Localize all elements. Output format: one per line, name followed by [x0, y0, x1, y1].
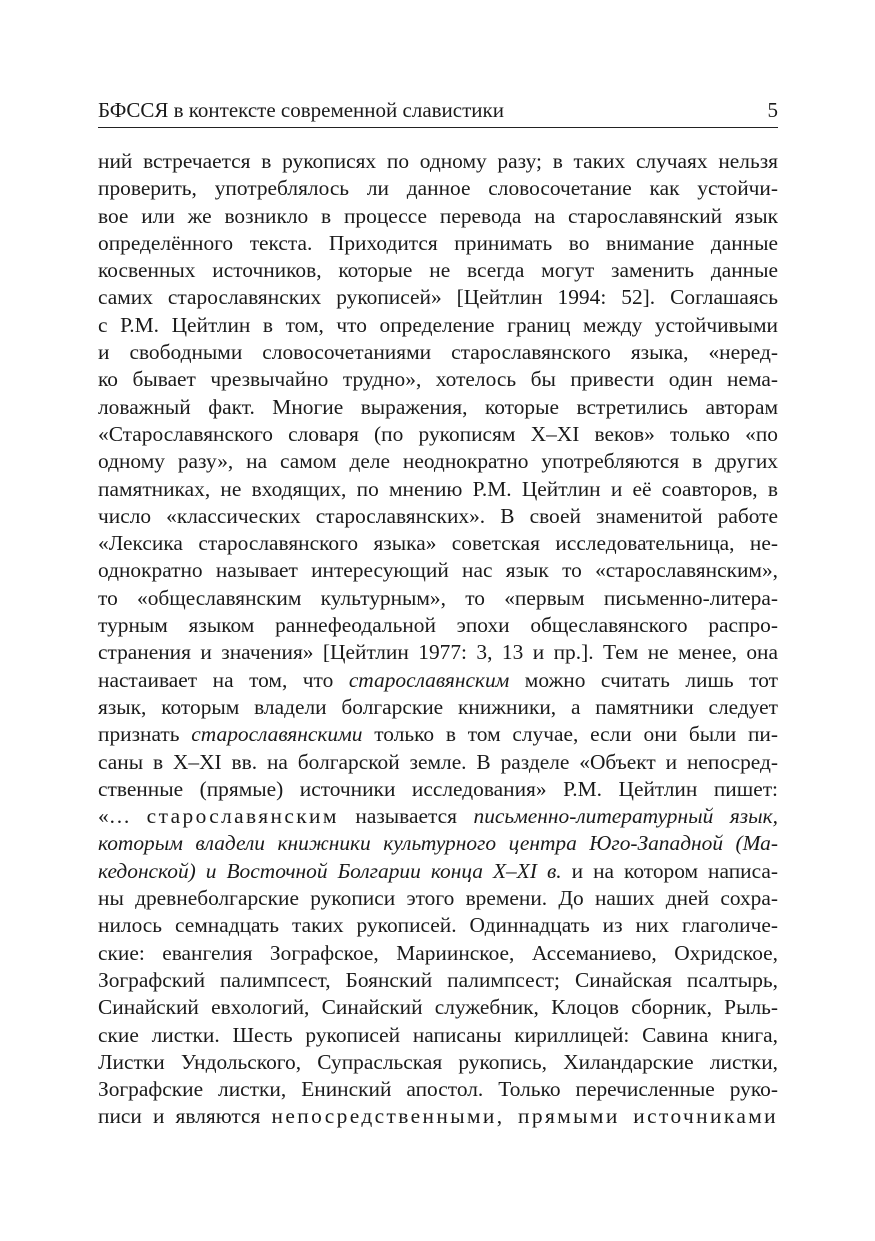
text-segment: ственные (прямые) источники исследования» Р.М. Цейтлин пишет: [98, 776, 778, 801]
text-line [98, 503, 778, 530]
text-line [98, 721, 778, 748]
text-line [98, 312, 778, 339]
text-line [98, 749, 778, 776]
text-segment: одному разу», на самом деле неоднократно употребляются в других [98, 449, 778, 474]
text-segment: ний встречается в рукописях по одному разу; в таких случаях нельзя [98, 149, 778, 173]
page-header [98, 97, 778, 128]
italic-text: которым владели книжники культурного центра Юго-Западной (Ма- [98, 831, 778, 856]
text-segment: признать [98, 722, 192, 747]
italic-text: письменно-литературный язык, [473, 804, 778, 829]
text-segment: Зографский палимпсест, Боянский палимпсест; Синайская псалтырь, [98, 967, 778, 992]
text-line [98, 776, 778, 803]
text-line [98, 284, 778, 311]
text-line [98, 803, 778, 830]
text-segment: косвенных источников, которые не всегда могут заменить данные [98, 258, 778, 283]
text-segment: писи и являются [98, 1104, 272, 1129]
text-segment: саны в X–XI вв. на болгарской земле. В разделе «Объект и непосред- [98, 749, 778, 774]
text-line [98, 1076, 778, 1103]
text-line [98, 612, 778, 639]
text-line [98, 339, 778, 366]
text-line [98, 421, 778, 448]
text-segment: то «общеславянским культурным», то «первым письменно-литера- [98, 585, 778, 610]
text-segment: и свободными словосочетаниями старославянского языка, «неред- [98, 340, 778, 365]
text-line [98, 912, 778, 939]
text-segment: странения и значения» [Цейтлин 1977: 3, 13 и пр.]. Тем не менее, она [98, 640, 778, 665]
text-segment: однократно называет интересующий нас язык то «старославянским», [98, 558, 778, 583]
text-segment: проверить, употреблялось ли данное словосочетание как устойчи- [98, 176, 778, 201]
text-segment: «Лексика старославянского языка» советская исследовательница, не- [98, 531, 778, 556]
text-line [98, 148, 778, 175]
text-line [98, 639, 778, 666]
text-line [98, 557, 778, 584]
text-line [98, 230, 778, 257]
text-line [98, 394, 778, 421]
text-line [98, 1022, 778, 1049]
text-segment: называется [338, 804, 474, 829]
text-segment: ловажный факт. Многие выражения, которые встретились авторам [98, 394, 778, 419]
text-segment: только в том случае, если они были пи- [362, 722, 778, 747]
text-line [98, 885, 778, 912]
text-line [98, 858, 778, 885]
text-line [98, 1049, 778, 1076]
text-segment: язык, которым владели болгарские книжники, а памятники следует [98, 694, 778, 719]
text-line [98, 667, 778, 694]
text-line [98, 203, 778, 230]
text-line [98, 448, 778, 475]
text-line [98, 257, 778, 284]
page-number: 5 [767, 98, 778, 122]
text-line [98, 175, 778, 202]
spaced-text: непосредственными, прямыми источниками [271, 1104, 778, 1129]
text-line [98, 476, 778, 503]
text-line [98, 940, 778, 967]
text-segment: число «классических старославянских». В своей знаменитой работе [98, 503, 778, 528]
text-segment: Листки Ундольского, Супрасльская рукопись, Хиландарские листки, [98, 1049, 778, 1074]
italic-text: кедонской) и Восточной Болгарии конца X–XI в. [98, 858, 562, 883]
text-line [98, 530, 778, 557]
text-segment: ко бывает чрезвычайно трудно», хотелось бы привести один нема- [98, 367, 778, 392]
text-segment: можно считать лишь тот [509, 667, 778, 692]
text-segment: настаивает на том, что [98, 667, 349, 692]
text-segment: и на котором написа- [561, 858, 778, 883]
text-segment: нилось семнадцать таких рукописей. Одиннадцать из них глаголиче- [98, 913, 778, 938]
body-text [98, 148, 778, 1131]
text-segment: «… [98, 804, 147, 829]
text-segment: ны древнеболгарские рукописи этого времени. До наших дней сохра- [98, 886, 778, 911]
text-segment: турным языком раннефеодальной эпохи общеславянского распро- [98, 613, 778, 638]
text-segment: самих старославянских рукописей» [Цейтлин 1994: 52]. Соглашаясь [98, 285, 778, 310]
text-segment: памятниках, не входящих, по мнению Р.М. Цейтлин и её соавторов, в [98, 476, 778, 501]
text-line [98, 1103, 778, 1130]
text-segment: Синайский евхологий, Синайский служебник, Клоцов сборник, Рыль- [98, 995, 778, 1020]
text-line [98, 830, 778, 857]
text-line [98, 366, 778, 393]
italic-text: старославянскими [191, 722, 363, 747]
text-segment: вое или же возникло в процессе перевода на старославянский язык [98, 203, 778, 228]
text-segment: определённого текста. Приходится принимать во внимание данные [98, 230, 778, 255]
running-head: БФССЯ в контексте современной славистики [98, 98, 504, 122]
text-segment: Зографские листки, Енинский апостол. Только перечисленные руко- [98, 1077, 778, 1102]
text-line [98, 967, 778, 994]
text-line [98, 585, 778, 612]
text-segment: ские: евангелия Зографское, Мариинское, Ассеманиево, Охридское, [98, 940, 778, 965]
text-segment: «Старославянского словаря (по рукописям X–XI веков» только «по [98, 421, 778, 446]
text-line [98, 994, 778, 1021]
italic-text: старославянским [348, 667, 510, 692]
text-line [98, 694, 778, 721]
spaced-text: старославянским [146, 804, 339, 829]
text-segment: ские листки. Шесть рукописей написаны кириллицей: Савина книга, [98, 1022, 778, 1047]
text-segment: с Р.М. Цейтлин в том, что определение границ между устойчивыми [98, 312, 778, 337]
